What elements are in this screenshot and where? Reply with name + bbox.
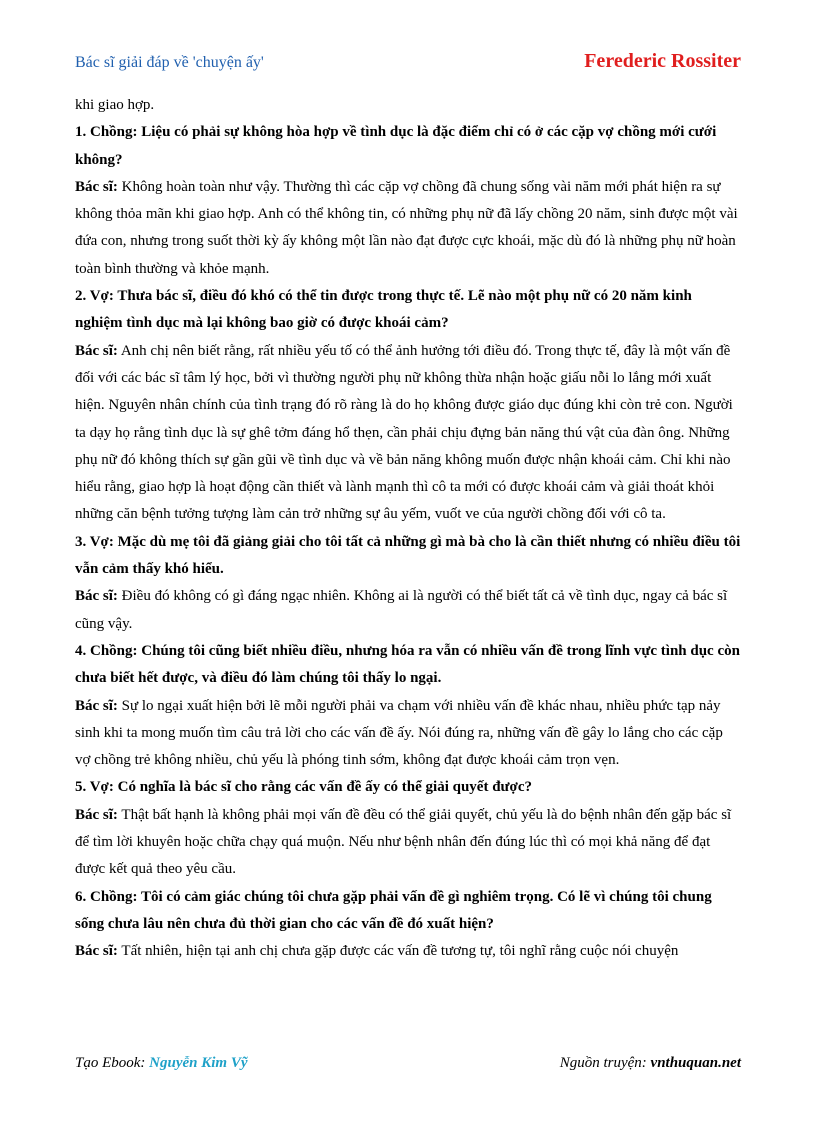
answer-6 xyxy=(75,938,741,965)
page-header xyxy=(75,50,741,76)
answer-text: Tất nhiên, hiện tại anh chị chưa gặp được các vấn đề tương tự, tôi nghĩ rằng cuộc nói chuyện xyxy=(117,943,679,960)
author-name: Ferederic Rossiter xyxy=(584,50,741,72)
source-credit xyxy=(560,1055,741,1072)
ebook-creator-name: Nguyễn Kim Vỹ xyxy=(149,1055,248,1071)
answer-text: Không hoàn toàn như vậy. Thường thì các cặp vợ chồng đã chung sống vài năm mới phát hiện ra sự không thỏa mãn khi giao hợp. Anh có thể không tin, có những phụ nữ đã lấy chồng 20 năm, sinh được một vài đứa con, nhưng trong suốt thời kỳ ấy không một lần nào đạt được cực khoái, mặc dù đó là những phụ nữ hoàn toàn bình thường và khỏe mạnh. xyxy=(75,178,738,277)
answer-label: Bác sĩ: xyxy=(75,943,118,960)
source-credit-label: Nguồn truyện: xyxy=(559,1055,651,1071)
answer-3 xyxy=(75,583,741,638)
answer-text: Điều đó không có gì đáng ngạc nhiên. Không ai là người có thể biết tất cả về tình dục, ngay cả bác sĩ cũng vậy. xyxy=(75,588,728,632)
answer-5 xyxy=(75,802,741,884)
answer-label: Bác sĩ: xyxy=(75,588,118,605)
answer-1 xyxy=(75,174,741,283)
answer-text: Sự lo ngại xuất hiện bởi lẽ mỗi người phải va chạm với nhiều vấn đề khác nhau, nhiều phức tạp nảy sinh khi ta mong muốn tìm câu trả lời cho các vấn đề ấy. Nói đúng ra, những vấn đề gây lo lắng cho các cặp vợ chồng trẻ không nhiều, chủ yếu là phóng tinh sớm, không đạt được khoái cảm trọn vẹn. xyxy=(75,697,723,769)
answer-label: Bác sĩ: xyxy=(75,697,118,714)
book-title: Bác sĩ giải đáp về 'chuyện ấy' xyxy=(75,54,264,71)
lead-text: khi giao hợp. xyxy=(75,97,155,113)
answer-label: Bác sĩ: xyxy=(75,342,118,359)
page-content xyxy=(75,92,741,966)
ebook-credit-label: Tạo Ebook: xyxy=(75,1055,150,1071)
source-site: vnthuquan.net xyxy=(650,1055,741,1071)
question-2: 2. Vợ: Thưa bác sĩ, điều đó khó có thể tin được trong thực tế. Lẽ nào một phụ nữ có 20 năm kinh nghiệm tình dục mà lại không bao giờ có được khoái cảm? xyxy=(75,288,692,332)
answer-4 xyxy=(75,693,741,775)
ebook-credit xyxy=(75,1055,248,1072)
answer-text: Anh chị nên biết rằng, rất nhiều yếu tố có thể ảnh hưởng tới điều đó. Trong thực tế, đây là một vấn đề đối với các bác sĩ tâm lý học, bởi vì thường người phụ nữ không thừa nhận hoặc giấu nỗi lo lắng mới xuất hiện. Nguyên nhân chính của tình trạng đó rõ ràng là do họ không được giáo dục đúng khi còn trẻ con. Người ta dạy họ rằng tình dục là sự ghê tởm đáng hổ thẹn, cần phải chịu đựng bản năng thú vật của đàn ông. Những phụ nữ đó không thích sự gần gũi về tình dục và về bản năng không muốn được nhận khoái cảm. Chỉ khi nào hiểu rằng, giao hợp là hoạt động cần thiết và lành mạnh thì cô ta mới có được khoái cảm và giải thoát khỏi những căn bệnh tưởng tượng làm cản trở những sự âu yếm, vuốt ve của người chồng đối với cô ta. xyxy=(75,342,733,523)
question-4: 4. Chồng: Chúng tôi cũng biết nhiều điều, nhưng hóa ra vẫn có nhiều vấn đề trong lĩnh vực tình dục còn chưa biết hết được, và điều đó làm chúng tôi thấy lo ngại. xyxy=(75,642,740,687)
answer-2 xyxy=(75,338,741,529)
answer-label: Bác sĩ: xyxy=(75,178,118,195)
question-3: 3. Vợ: Mặc dù mẹ tôi đã giảng giải cho tôi tất cả những gì mà bà cho là cần thiết nhưng có nhiều điều tôi vẫn cảm thấy khó hiểu. xyxy=(75,533,741,578)
question-6: 6. Chồng: Tôi có cảm giác chúng tôi chưa gặp phải vấn đề gì nghiêm trọng. Có lẽ vì chúng tôi chung sống chưa lâu nên chưa đủ thời gian cho các vấn đề đó xuất hiện? xyxy=(75,888,712,932)
answer-text: Thật bất hạnh là không phải mọi vấn đề đều có thể giải quyết, chủ yếu là do bệnh nhân đến gặp bác sĩ để tìm lời khuyên hoặc chữa chạy quá muộn. Nếu như bệnh nhân đến đúng lúc thì có mọi khả năng để đạt được kết quả theo yêu cầu. xyxy=(75,806,732,878)
question-1: 1. Chồng: Liệu có phải sự không hòa hợp về tình dục là đặc điểm chỉ có ở các cặp vợ chồng mới cưới không? xyxy=(75,124,717,168)
question-5: 5. Vợ: Có nghĩa là bác sĩ cho rằng các vấn đề ấy có thể giải quyết được? xyxy=(75,779,533,796)
answer-label: Bác sĩ: xyxy=(75,806,118,823)
page-footer xyxy=(75,1055,741,1072)
